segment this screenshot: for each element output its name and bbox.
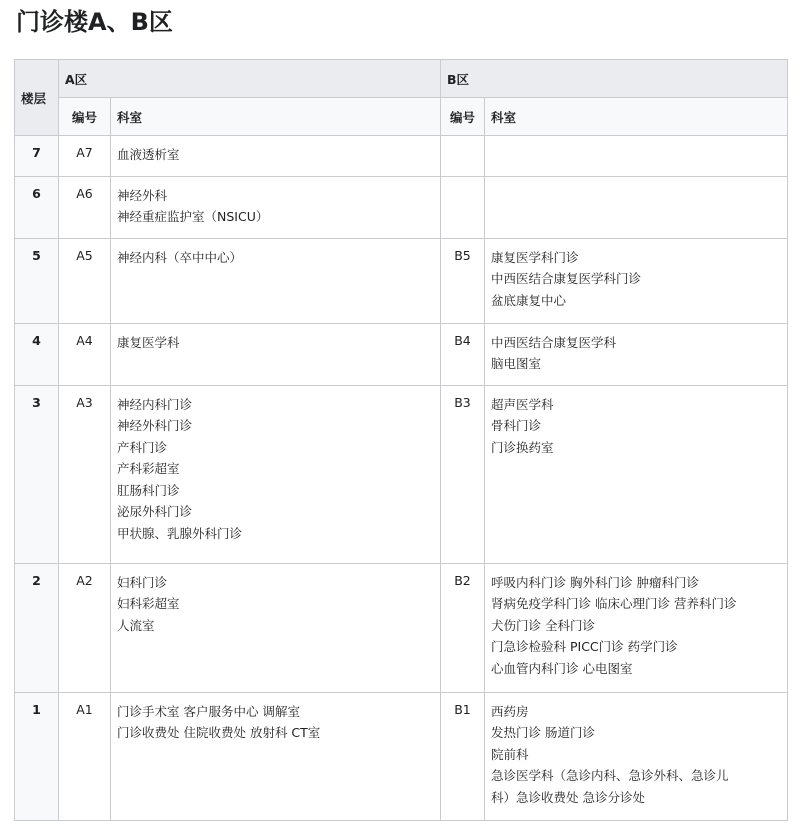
department-line: 发热门诊 肠道门诊 — [491, 725, 595, 740]
department-line: 门诊收费处 住院收费处 放射科 CT室 — [117, 725, 321, 740]
a-zone-departments — [111, 136, 441, 177]
b-zone-departments — [485, 692, 788, 820]
department-line: 门诊手术室 客户服务中心 调解室 — [117, 703, 300, 719]
a-zone-departments — [111, 323, 441, 385]
header-a-dept: 科室 — [111, 98, 441, 136]
department-line: 康复医学科门诊 — [491, 249, 579, 265]
floor-number: 1 — [15, 692, 59, 820]
department-line: 西药房 — [491, 703, 529, 719]
b-zone-code: B2 — [441, 563, 485, 692]
department-line: 产科门诊 — [117, 439, 168, 455]
b-zone-departments — [485, 323, 788, 385]
department-line: 脑电图室 — [491, 356, 542, 371]
floor-number: 2 — [15, 563, 59, 692]
b-zone-departments — [485, 136, 788, 177]
b-zone-departments — [485, 385, 788, 563]
department-line: 妇科彩超室 — [117, 596, 180, 611]
table-subheader-row — [15, 98, 788, 136]
a-zone-code: A5 — [59, 238, 111, 323]
table-row — [15, 385, 788, 563]
department-line: 人流室 — [117, 617, 155, 633]
page-title: 门诊楼A、B区 — [16, 8, 173, 36]
table-row — [15, 692, 788, 820]
floor-number: 5 — [15, 238, 59, 323]
floor-number: 7 — [15, 136, 59, 177]
header-b-dept: 科室 — [485, 98, 788, 136]
department-line: 康复医学科 — [117, 334, 180, 350]
a-zone-departments — [111, 176, 441, 238]
a-zone-code: A7 — [59, 136, 111, 177]
a-zone-departments — [111, 238, 441, 323]
department-line: 中西医结合康复医学科门诊 — [491, 271, 642, 286]
a-zone-departments — [111, 563, 441, 692]
table-row — [15, 238, 788, 323]
b-zone-code: B5 — [441, 238, 485, 323]
department-line: 神经外科门诊 — [117, 418, 193, 433]
b-zone-code: B3 — [441, 385, 485, 563]
department-line: 门急诊检验科 PICC门诊 药学门诊 — [491, 639, 678, 654]
b-zone-departments — [485, 563, 788, 692]
department-line: 超声医学科 — [491, 396, 554, 412]
a-zone-departments — [111, 692, 441, 820]
a-zone-departments — [111, 385, 441, 563]
b-zone-code — [441, 176, 485, 238]
department-line: 院前科 — [491, 746, 529, 762]
department-line: 妇科门诊 — [117, 574, 168, 590]
floor-directory-table — [14, 59, 788, 821]
department-line: 犬伤门诊 全科门诊 — [491, 617, 595, 633]
floor-number: 6 — [15, 176, 59, 238]
department-line: 呼吸内科门诊 胸外科门诊 肿瘤科门诊 — [491, 574, 699, 590]
department-line: 血液透析室 — [117, 147, 180, 162]
b-zone-code — [441, 136, 485, 177]
header-a-code: 编号 — [59, 98, 111, 136]
a-zone-code: A4 — [59, 323, 111, 385]
header-zone-b: B区 — [441, 60, 788, 98]
department-line: 骨科门诊 — [491, 418, 542, 433]
department-line: 神经内科门诊 — [117, 396, 193, 412]
department-line: 急诊医学科（急诊内科、急诊外科、急诊儿 — [491, 768, 729, 783]
department-line: 神经外科 — [117, 187, 168, 203]
table-row — [15, 563, 788, 692]
a-zone-code: A1 — [59, 692, 111, 820]
table-row — [15, 323, 788, 385]
department-line: 门诊换药室 — [491, 439, 554, 455]
department-line: 产科彩超室 — [117, 461, 180, 476]
a-zone-code: A6 — [59, 176, 111, 238]
department-line: 肛肠科门诊 — [117, 482, 180, 498]
header-floor: 楼层 — [15, 60, 59, 136]
department-line: 盆底康复中心 — [491, 292, 567, 308]
a-zone-code: A3 — [59, 385, 111, 563]
b-zone-code: B1 — [441, 692, 485, 820]
table-row — [15, 136, 788, 177]
department-line: 甲状腺、乳腺外科门诊 — [117, 525, 243, 541]
b-zone-code: B4 — [441, 323, 485, 385]
table-row — [15, 176, 788, 238]
department-line: 泌尿外科门诊 — [117, 504, 193, 519]
b-zone-departments — [485, 238, 788, 323]
floor-number: 3 — [15, 385, 59, 563]
header-zone-a: A区 — [59, 60, 441, 98]
department-line: 肾病免疫学科门诊 临床心理门诊 营养科门诊 — [491, 596, 737, 611]
b-zone-departments — [485, 176, 788, 238]
department-line: 心血管内科门诊 心电图室 — [491, 660, 633, 676]
department-line: 神经重症监护室（NSICU） — [117, 209, 269, 224]
department-line: 神经内科（卒中中心） — [117, 249, 243, 265]
a-zone-code: A2 — [59, 563, 111, 692]
department-line: 中西医结合康复医学科 — [491, 334, 617, 350]
table-body — [15, 136, 788, 821]
department-line: 科）急诊收费处 急诊分诊处 — [491, 789, 645, 805]
header-b-code: 编号 — [441, 98, 485, 136]
floor-number: 4 — [15, 323, 59, 385]
table-header-row — [15, 60, 788, 98]
